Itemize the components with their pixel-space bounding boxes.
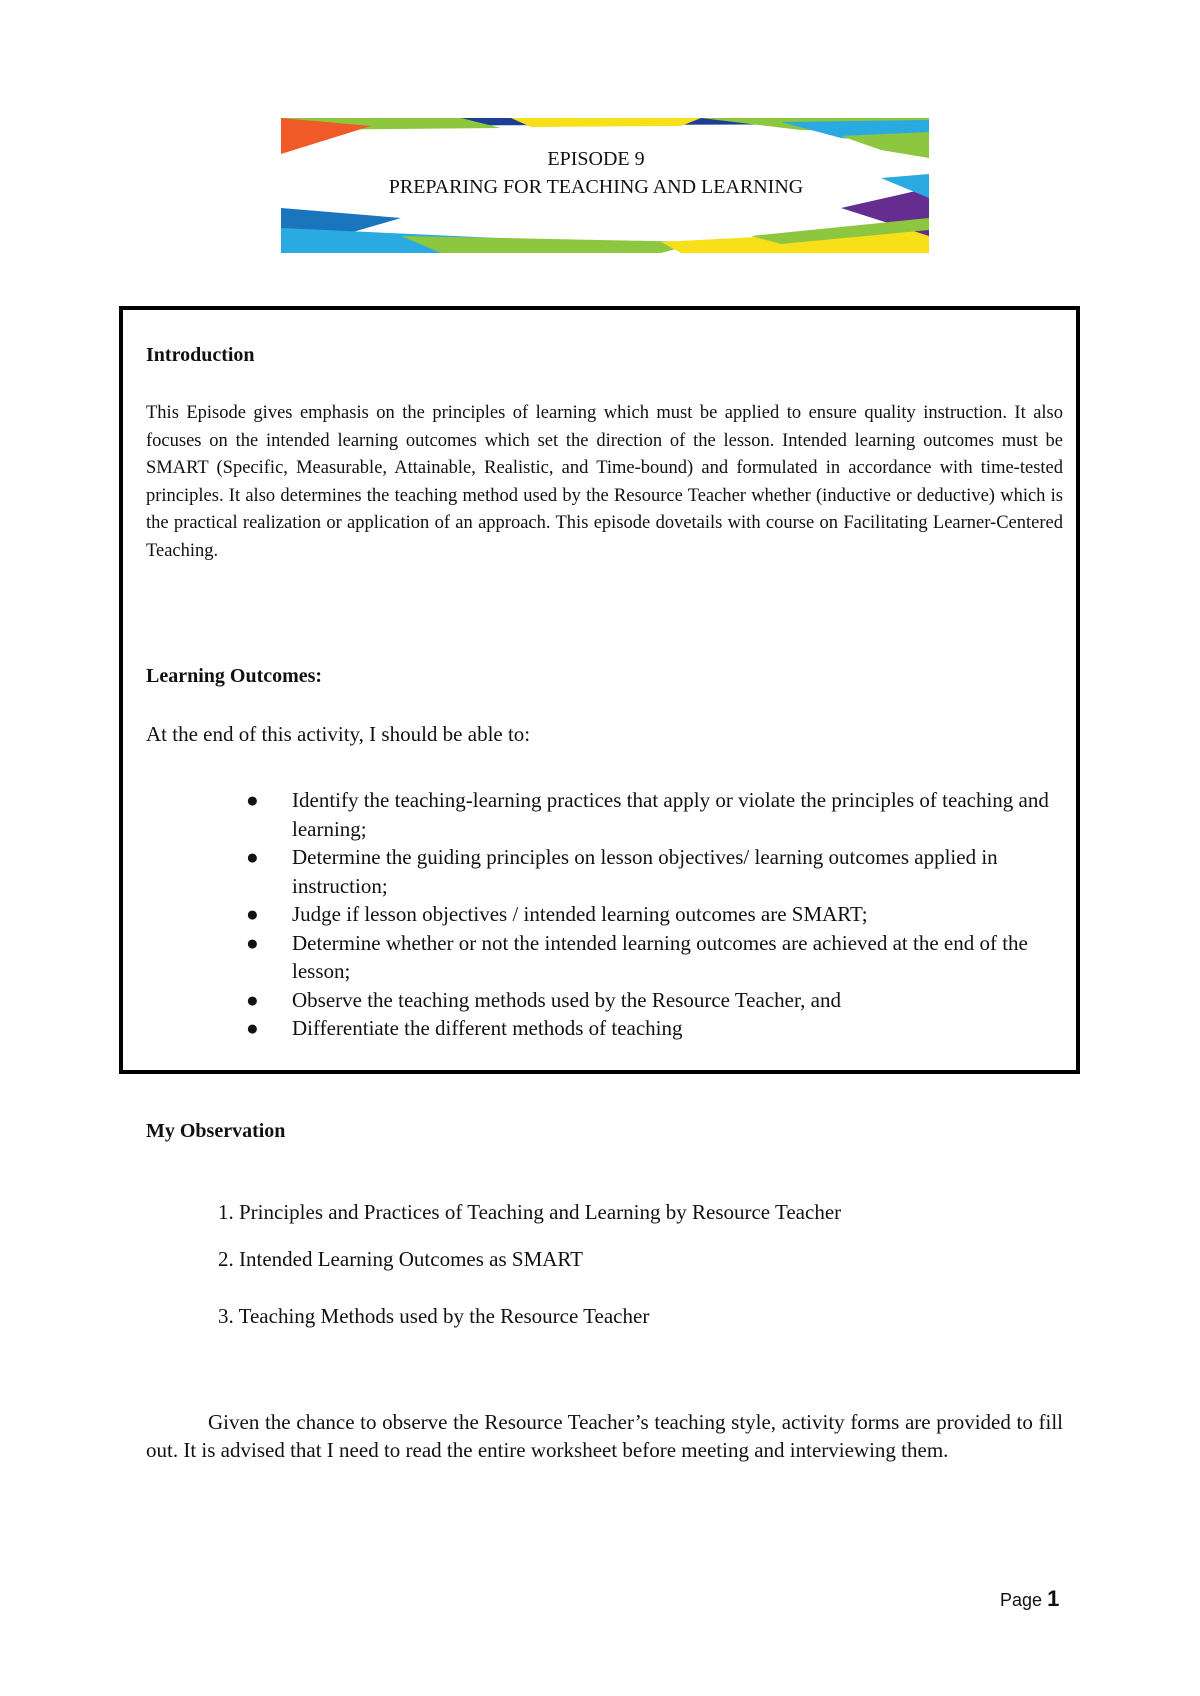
closing-paragraph: Given the chance to observe the Resource Teacher’s teaching style, activity forms are provided to fill out. It is advised that I need to read the entire worksheet before meeting and interviewing them. (146, 1410, 1063, 1462)
introduction-heading: Introduction (146, 344, 255, 366)
bullet-icon: ● (246, 788, 259, 812)
page-number (1000, 1586, 1059, 1612)
page-label: Page (1000, 1590, 1043, 1610)
page-number-value: 1 (1047, 1586, 1060, 1611)
list-item: ● Determine the guiding principles on lesson objectives/ learning outcomes applied in instruction; (246, 845, 998, 898)
list-item: 3. Teaching Methods used by the Resource Teacher (218, 1304, 650, 1328)
bullet-icon: ● (246, 1016, 259, 1040)
list-item: 2. Intended Learning Outcomes as SMART (218, 1247, 583, 1271)
list-item: ● Observe the teaching methods used by the Resource Teacher, and (246, 986, 1066, 1015)
learning-outcomes-lead: At the end of this activity, I should be able to: (146, 722, 531, 746)
list-item: ● Judge if lesson objectives / intended learning outcomes are SMART; (246, 900, 1066, 929)
list-item: 1. Principles and Practices of Teaching and Learning by Resource Teacher (218, 1200, 842, 1224)
observation-heading: My Observation (146, 1120, 286, 1142)
episode-banner (281, 118, 929, 253)
bullet-icon: ● (246, 902, 259, 926)
learning-outcomes-heading: Learning Outcomes: (146, 665, 323, 687)
bullet-icon: ● (246, 930, 259, 955)
learning-outcomes-list (246, 786, 1066, 1043)
introduction-text: This Episode gives emphasis on the principles of learning which must be applied to ensure quality instruction. It also focuses on the intended learning outcomes which set the direction of the lesson. Intended learning outcomes must be SMART (Specific, Measurable, Attainable, Realistic, and Time-bound) and formulated in accordance with time-tested principles. It also determines the teaching method used by the Resource Teacher whether (inductive or deductive) which is the practical realization or application of an approach. This episode dovetails with course on Facilitating Learner-Centered Teaching. (146, 403, 1063, 561)
bullet-icon: ● (246, 987, 259, 1012)
episode-number: EPISODE 9 (547, 148, 645, 170)
list-item: ● Determine whether or not the intended learning outcomes are achieved at the end of the lesson; (246, 930, 1028, 983)
list-item: ● Differentiate the different methods of teaching (246, 1014, 1066, 1043)
bullet-icon: ● (246, 845, 259, 869)
episode-title: PREPARING FOR TEACHING AND LEARNING (388, 176, 804, 198)
list-item: ● Identify the teaching-learning practices that apply or violate the principles of teaching and learning; (246, 788, 1049, 841)
